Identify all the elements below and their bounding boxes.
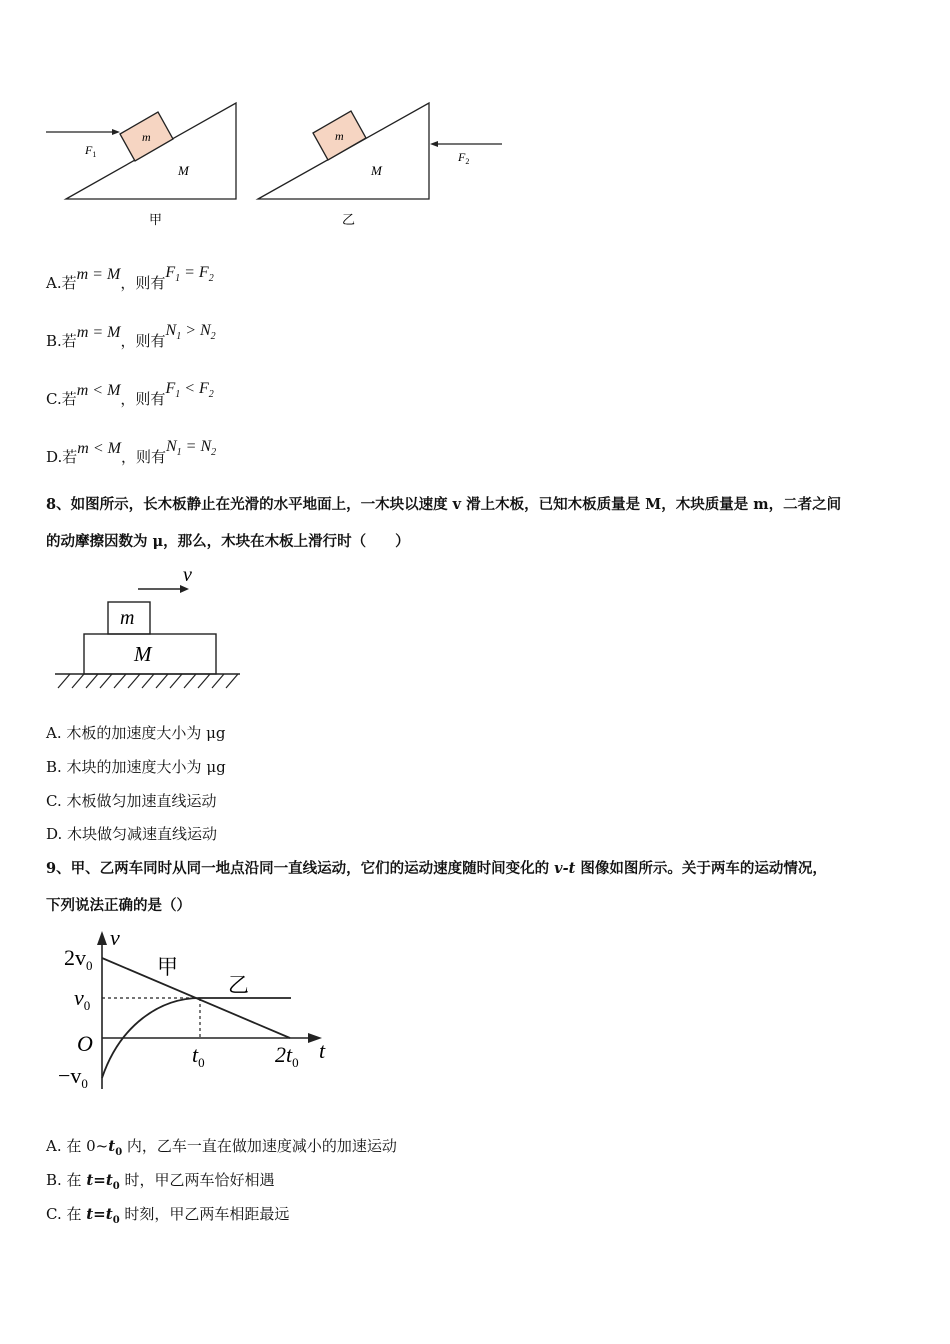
velocity-arrowhead xyxy=(180,585,189,593)
option-result: $N_1 > N_2$ xyxy=(165,322,216,343)
option-then: ，则有 xyxy=(120,332,166,350)
q8-stem-line2: 的动摩擦因数为 μ，那么，木块在木板上滑行时（ ） xyxy=(46,533,410,550)
option-condition: m < M xyxy=(77,440,121,457)
origin-label: O xyxy=(77,1031,93,1056)
wedge-right-label: M xyxy=(371,163,382,178)
x-tick-2t0: $2t_0$ xyxy=(275,1042,299,1070)
y-tick-neg-v0: $-v_0$ xyxy=(58,1063,88,1091)
option-condition: m = M xyxy=(76,266,121,283)
ground-hatch xyxy=(58,674,238,688)
q7-option-d xyxy=(46,438,217,469)
option-then: ，则有 xyxy=(120,274,166,292)
option-letter: A. xyxy=(46,274,62,292)
vt-graph xyxy=(50,925,350,1095)
velocity-label: v xyxy=(183,564,192,586)
option-condition: m < M xyxy=(76,382,121,399)
option-then: ，则有 xyxy=(120,390,166,408)
q9-option-c: C. 在 $t=t_0$ 时刻，甲乙两车相距最远 xyxy=(46,1205,290,1226)
option-letter: B. xyxy=(46,332,62,350)
force-left-label: $F_1$ xyxy=(85,143,97,159)
y-tick-2v0: $2v_0$ xyxy=(64,945,93,973)
series-jia-label: 甲 xyxy=(157,955,178,979)
option-result: $N_1 = N_2$ xyxy=(165,438,217,459)
block-right-label: m xyxy=(335,129,344,143)
option-if: 若 xyxy=(61,332,77,350)
caption-yi: 乙 xyxy=(342,213,356,228)
series-yi-label: 乙 xyxy=(228,973,249,997)
option-condition: m = M xyxy=(76,324,121,341)
q7-option-a xyxy=(46,264,214,295)
wedge-left-label: M xyxy=(178,163,189,178)
option-if: 若 xyxy=(61,274,77,292)
option-letter: D. xyxy=(46,448,63,466)
long-board-label: M xyxy=(134,642,152,666)
option-result: $F_1 < F_2$ xyxy=(165,380,214,401)
caption-jia: 甲 xyxy=(149,213,163,228)
q7-option-c xyxy=(46,380,214,411)
y-tick-v0: $v_0$ xyxy=(74,985,91,1013)
force-arrowhead-right xyxy=(430,141,438,147)
y-axis-arrowhead xyxy=(97,931,107,945)
q7-option-b xyxy=(46,322,216,353)
option-result: $F_1 = F_2$ xyxy=(165,264,214,285)
option-then: ，则有 xyxy=(120,448,166,466)
q8-option-b: B. 木块的加速度大小为 μg xyxy=(46,758,226,776)
q9-stem-line2: 下列说法正确的是（） xyxy=(46,897,191,914)
option-if: 若 xyxy=(62,448,78,466)
option-if: 若 xyxy=(61,390,77,408)
q8-option-d: D. 木块做匀减速直线运动 xyxy=(46,825,218,843)
block-left-label: m xyxy=(142,130,151,144)
q8-stem-line1: 8、如图所示，长木板静止在光滑的水平地面上，一木块以速度 v 滑上木板，已知木板质量是 M，木块质量是 m，二者之间 xyxy=(46,496,842,513)
q9-option-a: A. 在 $0\sim t_0$ 内，乙车一直在做加速度减小的加速运动 xyxy=(46,1137,397,1158)
q9-stem-line1: 9、甲、乙两车同时从同一地点沿同一直线运动，它们的运动速度随时间变化的 v-t 图像如图所示。关于两车的运动情况， xyxy=(46,860,827,877)
board-block-figure xyxy=(50,562,250,692)
y-axis-label: v xyxy=(110,925,120,950)
x-tick-t0: $t_0$ xyxy=(192,1042,205,1070)
force-arrowhead-left xyxy=(112,129,120,135)
force-right-label: $F_2$ xyxy=(458,150,470,166)
incline-figure xyxy=(40,95,520,235)
q9-option-b: B. 在 $t=t_0$ 时，甲乙两车恰好相遇 xyxy=(46,1171,275,1192)
x-axis-label: t xyxy=(319,1038,326,1063)
small-block-label: m xyxy=(120,607,135,629)
q8-option-a: A. 木板的加速度大小为 μg xyxy=(46,724,226,742)
q8-option-c: C. 木板做匀加速直线运动 xyxy=(46,792,217,810)
option-letter: C. xyxy=(46,390,62,408)
